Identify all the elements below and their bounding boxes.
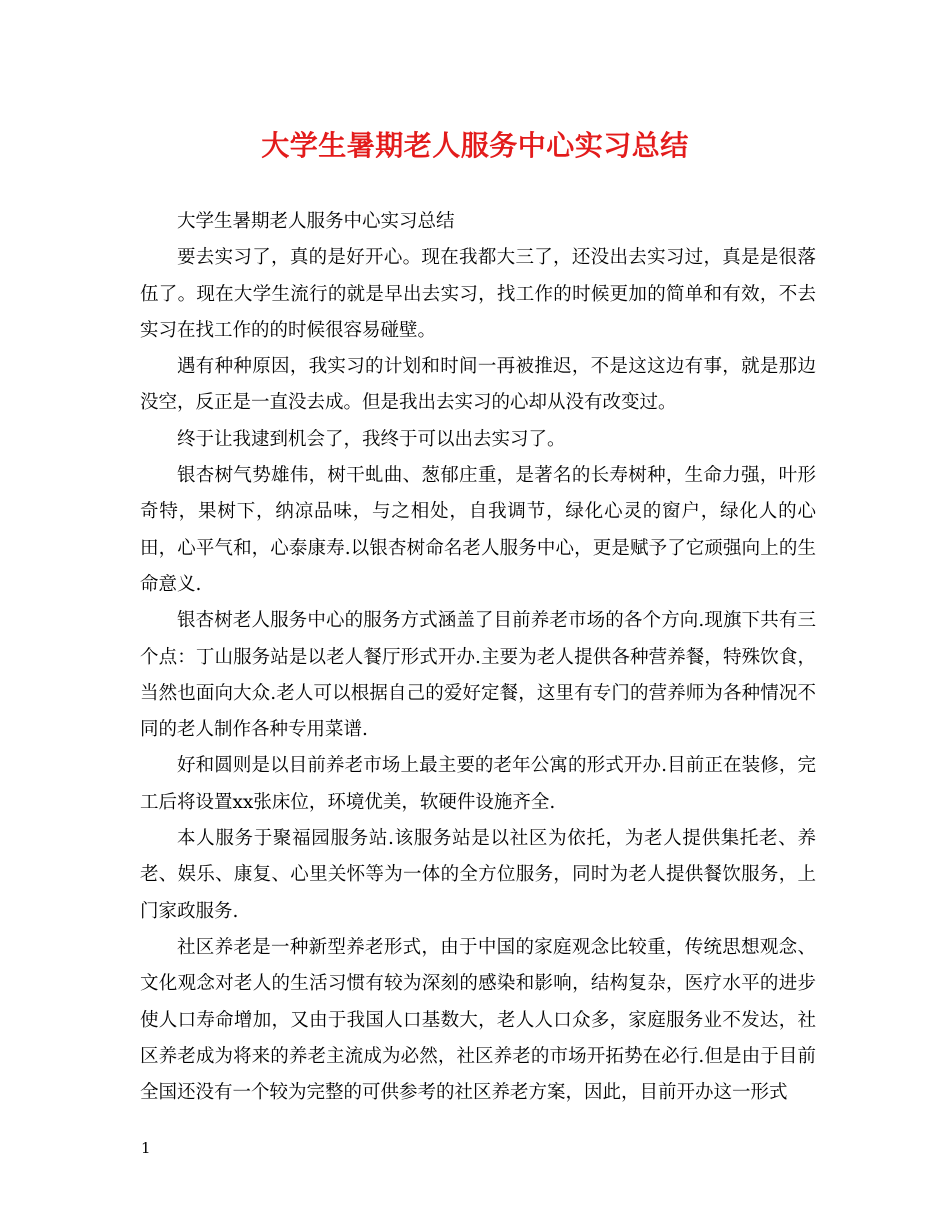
paragraph: 银杏树老人服务中心的服务方式涵盖了目前养老市场的各个方向.现旗下共有三个点：丁山服务站是以老人餐厅形式开办.主要为老人提供各种营养餐，特殊饮食，当然也面向大众.老人可以根据自己的爱好定餐，这里有专门的营养师为各种情况不同的老人制作各种专用菜谱. xyxy=(140,610,816,741)
paragraph: 终于让我逮到机会了，我终于可以出去实习了。 xyxy=(177,428,566,450)
paragraph: 银杏树气势雄伟，树干虬曲、葱郁庄重，是著名的长寿树种，生命力强，叶形奇特，果树下，纳凉品味，与之相处，自我调节，绿化心灵的窗户，绿化人的心田，心平气和，心泰康寿.以银杏树命名老人服务中心，更是赋予了它顽强向上的生命意义. xyxy=(140,465,816,595)
document-body xyxy=(140,204,816,1111)
paragraph: 本人服务于聚福园服务站.该服务站是以社区为依托，为老人提供集托老、养老、娱乐、康复、心里关怀等为一体的全方位服务，同时为老人提供餐饮服务，上门家政服务. xyxy=(140,828,816,922)
paragraph: 要去实习了，真的是好开心。现在我都大三了，还没出去实习过，真是是很落伍了。现在大学生流行的就是早出去实习，找工作的时候更加的简单和有效，不去实习在找工作的的时候很容易碰壁。 xyxy=(140,247,816,341)
paragraph: 好和圆则是以目前养老市场上最主要的老年公寓的形式开办.目前正在装修，完工后将设置xx张床位，环境优美，软硬件设施齐全. xyxy=(140,755,816,813)
paragraph: 社区养老是一种新型养老形式，由于中国的家庭观念比较重，传统思想观念、文化观念对老人的生活习惯有较为深刻的感染和影响，结构复杂，医疗水平的进步使人口寿命增加，又由于我国人口基数大，老人人口众多，家庭服务业不发达，社区养老成为将来的养老主流成为必然，社区养老的市场开拓势在必行.但是由于目前全国还没有一个较为完整的可供参考的社区养老方案，因此，目前开办这一形式 xyxy=(140,936,816,1104)
document-title: 大学生暑期老人服务中心实习总结 xyxy=(261,129,689,162)
page-number: 1 xyxy=(141,1139,151,1157)
paragraph: 遇有种种原因，我实习的计划和时间一再被推迟，不是这这边有事，就是那边没空，反正是一直没去成。但是我出去实习的心却从没有改变过。 xyxy=(140,356,816,414)
paragraph: 大学生暑期老人服务中心实习总结 xyxy=(177,211,455,232)
